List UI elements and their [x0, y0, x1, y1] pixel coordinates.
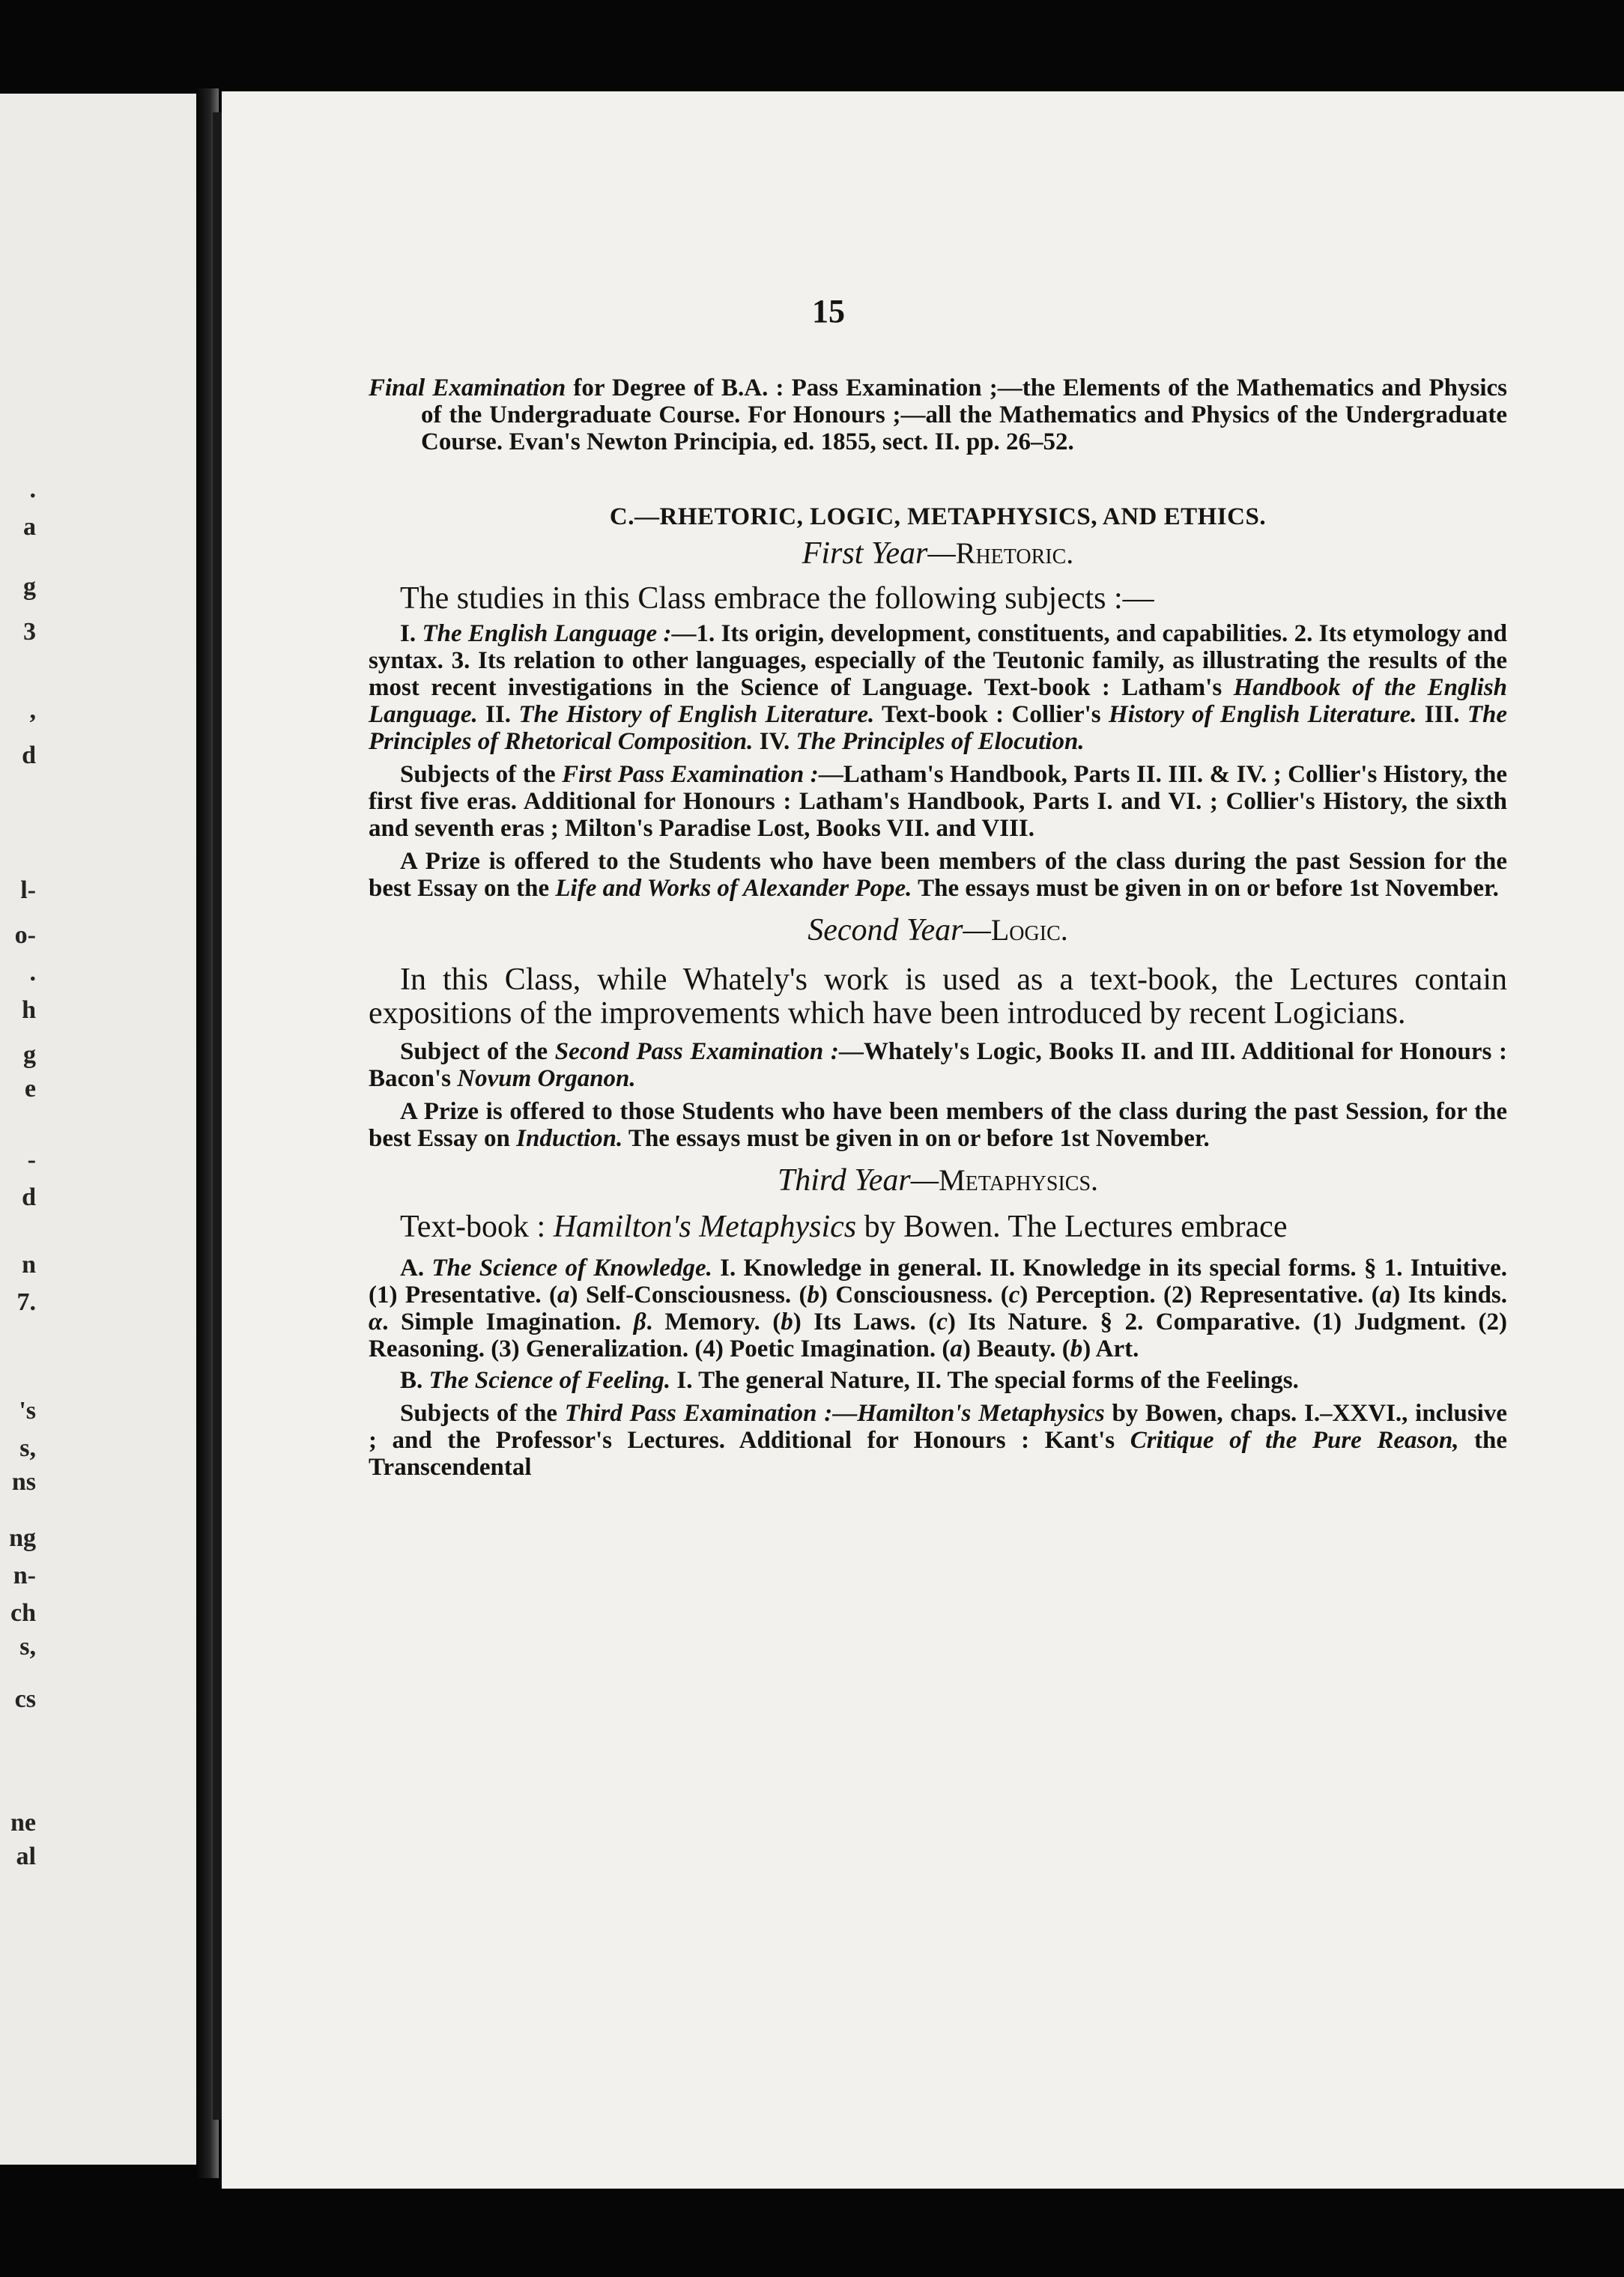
page-body — [369, 285, 1507, 1481]
left-facing-page — [0, 94, 196, 2165]
section-title: C.—RHETORIC, LOGIC, METAPHYSICS, AND ETHICS. — [609, 503, 1267, 530]
second-year-prize — [369, 1098, 1507, 1152]
first-year-prize — [369, 848, 1507, 902]
item-mark: b — [1070, 1335, 1083, 1362]
item-text: ) Its Nature. § 2. Comparative. (1) Judgment. (2) Reasoning. (3) Generalization. (4) Poetic Imagination. ( — [369, 1309, 1507, 1362]
subject-text: Text-book : Collier's — [874, 701, 1109, 728]
subject-title: The History of English Literature. — [518, 701, 875, 728]
first-year-heading-subject: Rhetoric. — [955, 536, 1074, 570]
left-page-fragment: g — [23, 1041, 36, 1069]
left-page-fragment: 3 — [23, 618, 36, 646]
left-page-fragment: n- — [13, 1562, 36, 1589]
item-mark: c — [936, 1309, 948, 1335]
prize-text: A Prize is offered to those Students who have been members of the class during the past Session, for the best Essay on — [369, 1098, 1507, 1152]
left-page-fragment: , — [29, 697, 36, 724]
intro-text: by Bowen. The Lectures embrace — [856, 1210, 1288, 1244]
item-text: ) Self-Consciousness. ( — [569, 1282, 808, 1309]
left-page-fragment: ne — [10, 1809, 36, 1837]
left-page-fragment: s, — [19, 1434, 36, 1462]
item-title: The Science of Feeling. — [428, 1367, 671, 1394]
left-page-fragment: cs — [14, 1685, 36, 1713]
final-examination-text: for Degree of B.A. : Pass Examination ;—the Elements of the Mathematics and Physics of the Undergraduate Course. For Honours ;—all the Mathematics and Physics of the Undergraduate Course. Evan's Newton Principia, ed. 1855, sect. II. pp. 26–52. — [421, 375, 1508, 455]
exam-text: —Latham's Handbook, Parts II. III. & IV. ; Collier's History, the first five eras. Additional for Honours : Latham's Handbook, Parts I. and VI. ; Collier's History, the sixth and seventh eras ; Milton's Paradise Lost, Books VII. and VIII. — [369, 761, 1507, 842]
exam-text: Subjects of the — [400, 1400, 565, 1427]
left-page-fragment: h — [22, 996, 36, 1024]
first-year-subjects — [369, 620, 1507, 755]
document-page — [222, 91, 1624, 2189]
second-year-intro: In this Class, while Whately's work is used as a text-book, the Lectures contain expositions of the improvements which have been introduced by recent Logicians. — [369, 962, 1507, 1031]
left-page-fragment: ns — [11, 1468, 36, 1496]
first-year-heading-italic: First Year— — [802, 536, 956, 571]
page-number: 15 — [812, 293, 845, 330]
left-page-fragment: 7. — [16, 1288, 36, 1316]
exam-title: First Pass Examination : — [562, 761, 819, 788]
item-mark: β — [633, 1309, 646, 1335]
first-pass-examination — [369, 761, 1507, 842]
exam-text: by Bowen, chaps. I.–XXVI., inclusive ; and the Professor's Lectures. Additional for Honours : Kant's — [369, 1400, 1507, 1454]
left-page-fragment: o- — [14, 921, 36, 949]
item-text: ) Its Laws. ( — [793, 1309, 937, 1335]
science-of-knowledge — [369, 1255, 1507, 1362]
essay-topic: Induction. — [516, 1125, 623, 1152]
third-pass-examination — [369, 1400, 1507, 1481]
final-examination-paragraph — [369, 375, 1507, 455]
left-page-fragment: ch — [10, 1599, 36, 1627]
item-mark: a — [1379, 1282, 1393, 1309]
item-text: ) Beauty. ( — [962, 1335, 1070, 1362]
intro-text: Text-book : — [400, 1210, 554, 1244]
subject-numeral: IV. — [753, 728, 796, 755]
left-page-fragment: - — [27, 1146, 36, 1174]
third-year-intro — [369, 1210, 1507, 1244]
second-year-heading-italic: Second Year— — [808, 913, 991, 948]
subject-title: The Principles of Rhetorical Composition. — [369, 701, 1508, 755]
item-mark: a — [950, 1335, 963, 1362]
book-title: Hamilton's Metaphysics — [857, 1400, 1105, 1427]
item-letter: B. — [400, 1367, 429, 1394]
item-mark: c — [1008, 1282, 1020, 1309]
book-title: Handbook of the English Language. — [369, 674, 1508, 728]
left-page-fragment: . — [29, 476, 36, 503]
final-examination-label: Final Examination — [369, 375, 566, 401]
item-mark: b — [781, 1309, 793, 1335]
second-pass-examination — [369, 1038, 1507, 1092]
subject-text: —1. Its origin, development, constituents, and capabilities. 2. Its etymology and syntax. 3. Its relation to other languages, especially of the Teutonic family, as illustrating the results of the most recent investigations in the Science of Language. Text-book : Latham's — [369, 620, 1508, 701]
subject-numeral: I. — [400, 620, 416, 647]
science-of-feeling — [369, 1367, 1507, 1394]
third-year-heading-subject: Metaphysics. — [939, 1163, 1099, 1197]
second-year-heading — [369, 912, 1507, 948]
exam-title: Second Pass Examination : — [554, 1038, 839, 1065]
exam-title: Third Pass Examination : — [564, 1400, 833, 1427]
item-text: ) Its kinds. — [1392, 1282, 1508, 1309]
left-page-fragment: g — [23, 573, 36, 601]
prize-text: The essays must be given in on or before 1st November. — [912, 875, 1499, 902]
essay-topic: Life and Works of Alexander Pope. — [555, 875, 912, 902]
left-page-fragment: d — [22, 1183, 36, 1211]
item-text: . Simple Imagination. — [382, 1309, 634, 1335]
left-page-fragment: d — [22, 742, 36, 769]
exam-text: Subjects of the — [400, 761, 563, 788]
item-mark: a — [557, 1282, 570, 1309]
item-text: ) Perception. (2) Representative. ( — [1019, 1282, 1380, 1309]
first-year-heading — [369, 536, 1507, 571]
third-year-heading-italic: Third Year— — [777, 1163, 939, 1198]
exam-text: — — [832, 1400, 858, 1427]
left-page-fragment: l- — [20, 876, 36, 904]
book-title: Hamilton's Metaphysics — [553, 1210, 857, 1244]
left-page-fragment: 's — [19, 1397, 36, 1425]
left-page-fragment: e — [24, 1075, 36, 1103]
subject-numeral: III. — [1417, 701, 1467, 728]
third-year-heading — [369, 1162, 1507, 1198]
prize-text: A Prize is offered to the Students who have been members of the class during the past Session for the best Essay on the — [369, 848, 1507, 902]
left-page-fragment: s, — [19, 1633, 36, 1661]
left-page-fragment: . — [29, 959, 36, 986]
subject-title: The Principles of Elocution. — [796, 728, 1085, 755]
subject-title: The English Language : — [422, 620, 672, 647]
book-title: Novum Organon. — [457, 1065, 636, 1092]
item-title: The Science of Knowledge. — [431, 1255, 712, 1282]
first-year-intro: The studies in this Class embrace the following subjects :— — [400, 581, 1154, 616]
item-mark: α — [369, 1309, 383, 1335]
item-text: I. Knowledge in general. II. Knowledge in its special forms. § 1. Intuitive. (1) Presentative. ( — [369, 1255, 1507, 1309]
item-text: ) Art. — [1082, 1335, 1139, 1362]
exam-text: the Transcendental — [369, 1427, 1507, 1481]
item-text: ) Consciousness. ( — [819, 1282, 1009, 1309]
book-title: Critique of the Pure Reason, — [1130, 1427, 1459, 1454]
left-page-fragment: n — [22, 1251, 36, 1279]
second-year-heading-subject: Logic. — [990, 913, 1068, 947]
item-mark: b — [807, 1282, 819, 1309]
item-letter: A. — [400, 1255, 432, 1282]
book-title: History of English Literature. — [1108, 701, 1417, 728]
exam-text: —Whately's Logic, Books II. and III. Additional for Honours : Bacon's — [369, 1038, 1508, 1092]
left-page-fragment: ng — [9, 1524, 36, 1552]
prize-text: The essays must be given in on or before 1st November. — [622, 1125, 1210, 1152]
item-text: I. The general Nature, II. The special forms of the Feelings. — [670, 1367, 1299, 1394]
left-page-fragment: al — [16, 1843, 36, 1870]
subject-numeral: II. — [477, 701, 519, 728]
exam-text: Subject of the — [400, 1038, 555, 1065]
item-text: . Memory. ( — [646, 1309, 781, 1335]
left-page-fragment: a — [23, 513, 36, 541]
